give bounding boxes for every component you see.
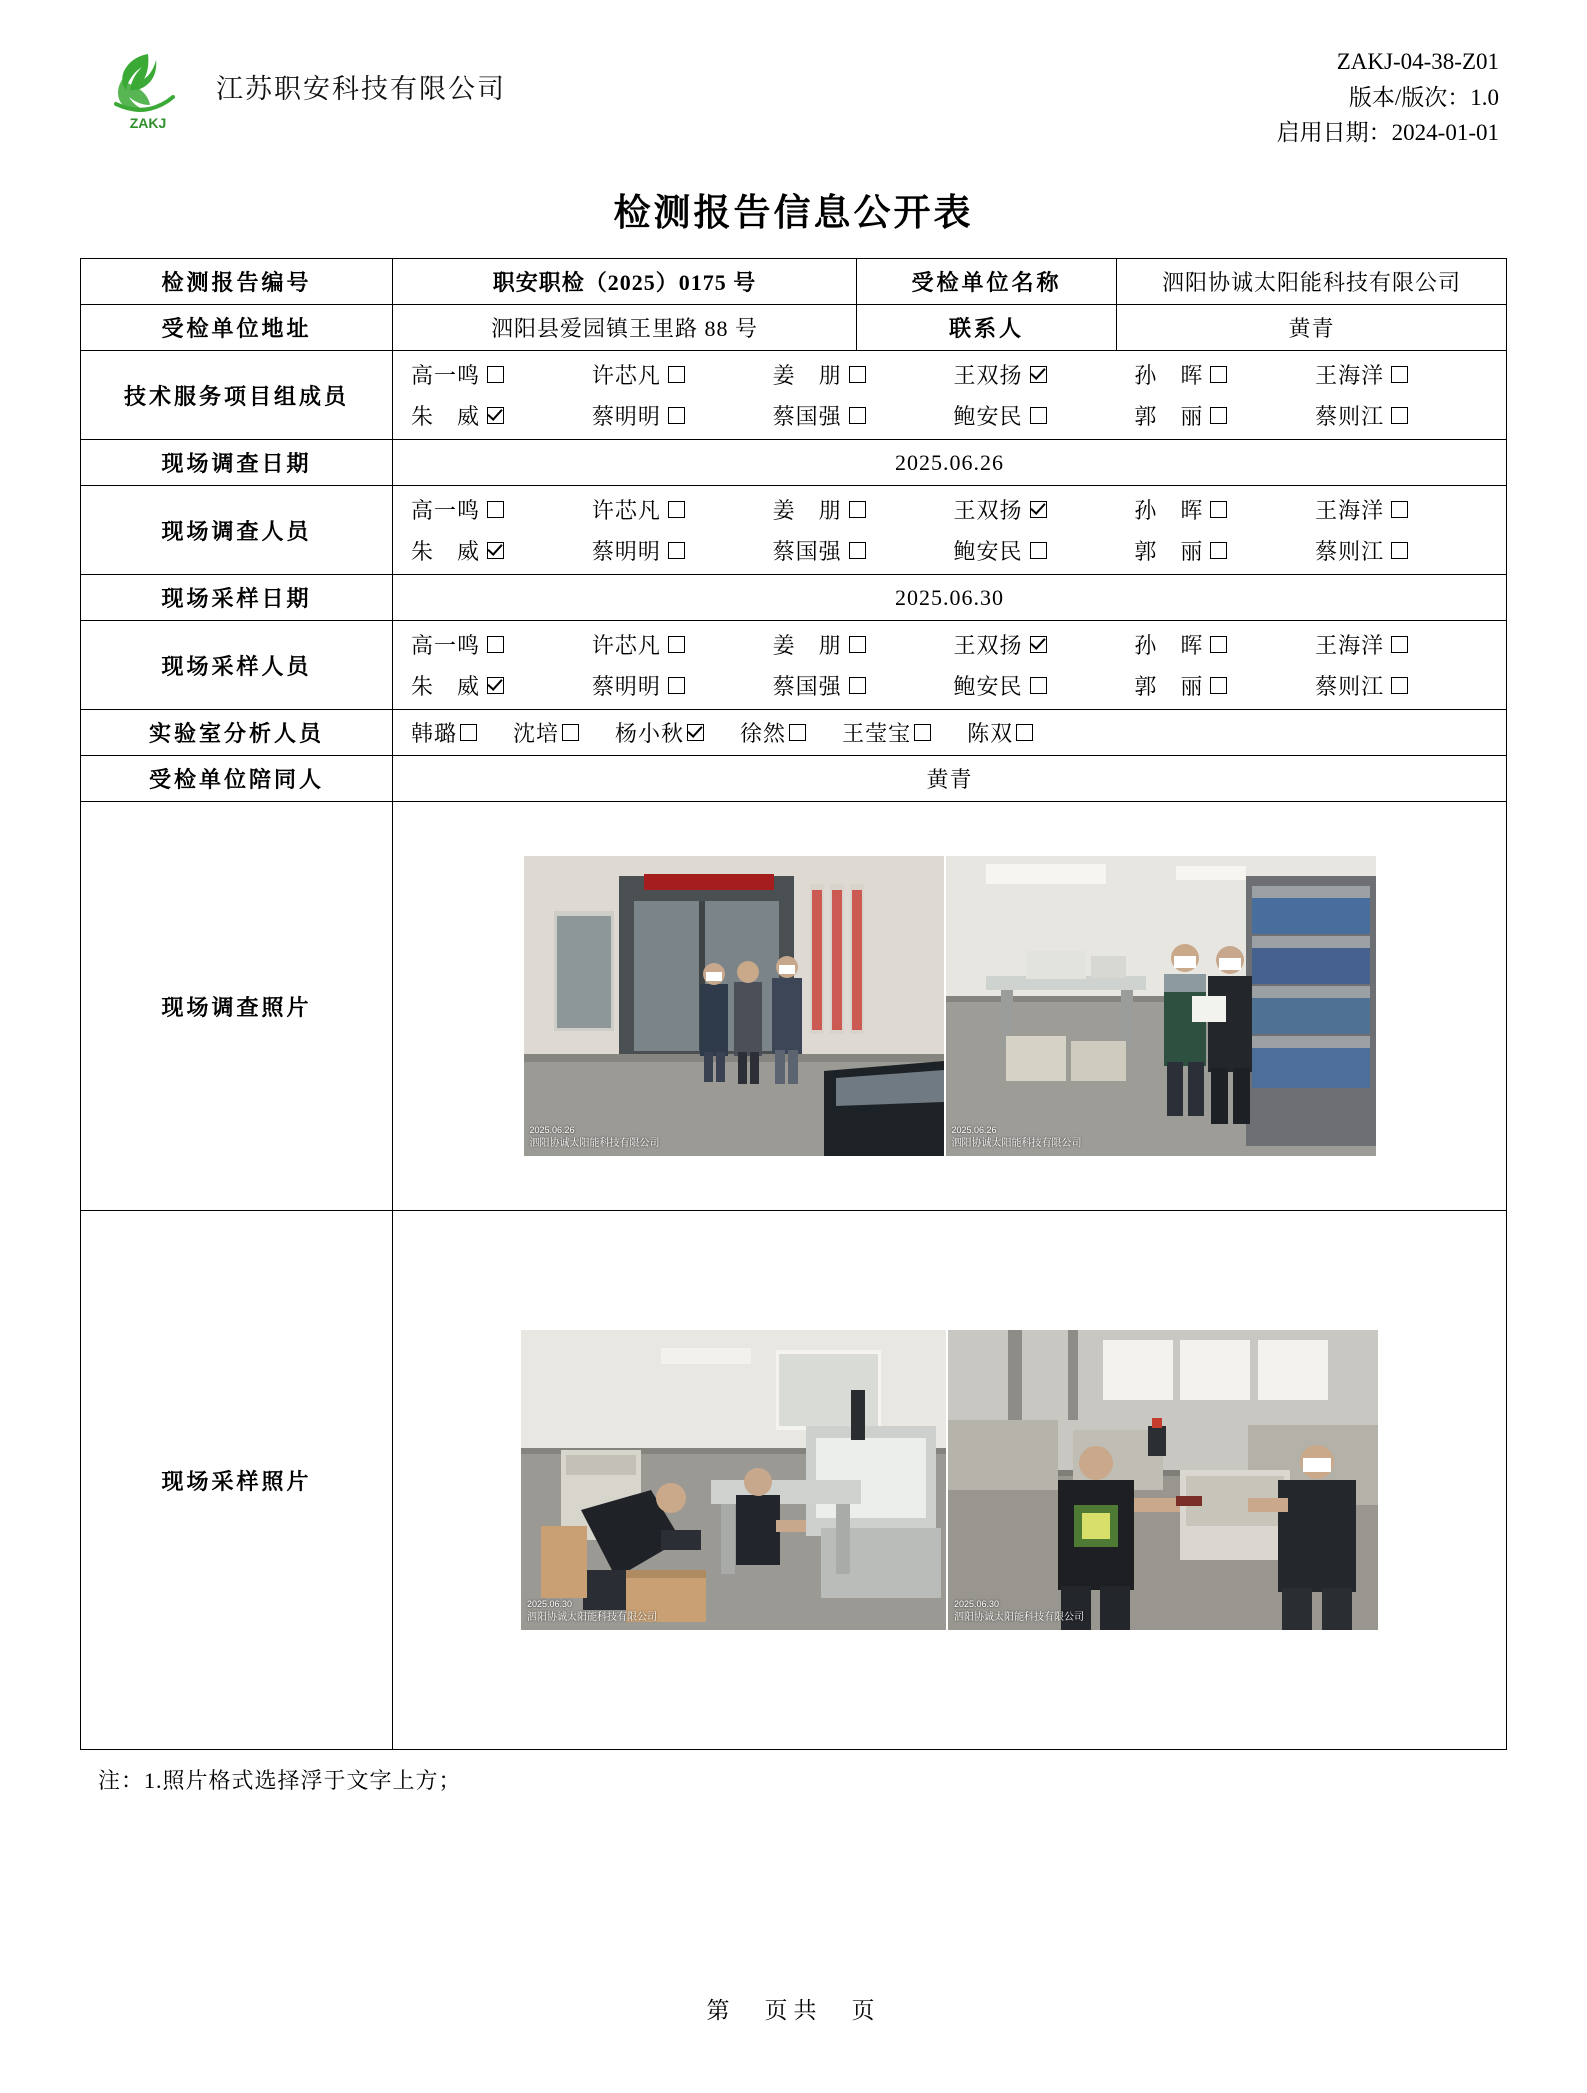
sample-person-item-7[interactable] [411, 670, 592, 701]
survey-person-checkbox[interactable] [487, 501, 504, 518]
sample-person-item-9[interactable] [773, 670, 954, 701]
survey-person-name: 蔡国强 [772, 539, 842, 564]
survey-person-item-5[interactable] [1134, 494, 1315, 525]
sample-photo-cell [393, 1211, 1507, 1750]
survey-photo-cell [393, 802, 1507, 1211]
team-member-item-3[interactable] [773, 359, 954, 390]
document-meta [1277, 40, 1507, 151]
team-member-checkbox[interactable] [1210, 407, 1227, 424]
survey-person-item-8[interactable] [592, 535, 773, 566]
sample-person-item-4[interactable] [953, 629, 1134, 660]
sample-photo-2 [948, 1330, 1378, 1630]
survey-person-name: 朱 威 [411, 539, 481, 564]
team-member-item-12[interactable] [1315, 400, 1496, 431]
brand-block [80, 40, 506, 132]
sample-person-checkbox[interactable] [668, 636, 685, 653]
survey-person-name: 蔡明明 [591, 539, 661, 564]
survey-people-label: 现场调查人员 [81, 486, 393, 575]
survey-person-checkbox[interactable] [1391, 501, 1408, 518]
page-footer: 第 页共 页 [706, 1998, 881, 2023]
report-no-label: 检测报告编号 [81, 259, 393, 305]
client-name-value: 泗阳协诚太阳能科技有限公司 [1117, 259, 1507, 305]
survey-person-checkbox[interactable] [668, 542, 685, 559]
survey-person-checkbox[interactable] [1210, 542, 1227, 559]
lab-person-name: 王莹宝 [842, 721, 912, 746]
team-member-checkbox[interactable] [1391, 366, 1408, 383]
team-member-name: 王双扬 [953, 363, 1023, 388]
sample-person-item-10[interactable] [953, 670, 1134, 701]
survey-date-value: 2025.06.26 [393, 440, 1507, 486]
table-row [81, 802, 1507, 1211]
sample-person-checkbox[interactable] [1391, 677, 1408, 694]
photo-stamp-text: 泗阳协诚太阳能科技有限公司 [954, 1611, 1084, 1623]
survey-photo-2 [946, 856, 1376, 1156]
survey-person-checkbox[interactable] [1391, 542, 1408, 559]
sample-photo-row [399, 1330, 1500, 1630]
team-members-grid [393, 351, 1506, 439]
sample-people-cell [393, 621, 1507, 710]
lab-label: 实验室分析人员 [81, 710, 393, 756]
sample-person-item-5[interactable] [1134, 629, 1315, 660]
team-member-item-5[interactable] [1134, 359, 1315, 390]
lab-person-item-3[interactable] [615, 717, 704, 748]
survey-person-item-1[interactable] [411, 494, 592, 525]
photo-stamp [952, 1124, 1082, 1150]
survey-person-checkbox[interactable] [1030, 501, 1047, 518]
sample-photo-1 [521, 1330, 946, 1630]
sample-people-grid [393, 621, 1506, 709]
team-member-checkbox[interactable] [668, 407, 685, 424]
table-row [81, 259, 1507, 305]
sample-person-checkbox[interactable] [668, 677, 685, 694]
team-member-item-11[interactable] [1134, 400, 1315, 431]
team-member-checkbox[interactable] [1210, 366, 1227, 383]
lab-person-checkbox[interactable] [562, 724, 579, 741]
sample-person-checkbox[interactable] [849, 636, 866, 653]
sample-person-name: 蔡明明 [591, 674, 661, 699]
contact-label: 联系人 [857, 305, 1117, 351]
sample-person-name: 郭 丽 [1134, 674, 1204, 699]
team-member-checkbox[interactable] [487, 366, 504, 383]
lab-person-item-1[interactable] [411, 717, 477, 748]
team-member-name: 蔡明明 [591, 404, 661, 429]
team-member-checkbox[interactable] [1030, 366, 1047, 383]
sample-people-label: 现场采样人员 [81, 621, 393, 710]
photo-stamp-date: 2025.06.30 [527, 1599, 573, 1610]
photo-stamp [527, 1598, 657, 1624]
survey-person-name: 王双扬 [953, 498, 1023, 523]
team-member-item-10[interactable] [953, 400, 1134, 431]
sample-person-checkbox[interactable] [1030, 677, 1047, 694]
sample-person-item-1[interactable] [411, 629, 592, 660]
survey-person-checkbox[interactable] [849, 501, 866, 518]
table-row [81, 621, 1507, 710]
photo-stamp-date: 2025.06.26 [529, 1125, 575, 1136]
table-row [81, 486, 1507, 575]
team-member-item-1[interactable] [411, 359, 592, 390]
lab-person-item-4[interactable] [740, 717, 806, 748]
team-member-checkbox[interactable] [1391, 407, 1408, 424]
table-row [81, 305, 1507, 351]
team-member-item-9[interactable] [773, 400, 954, 431]
survey-person-item-12[interactable] [1315, 535, 1496, 566]
survey-person-name: 郭 丽 [1134, 539, 1204, 564]
sample-person-checkbox[interactable] [487, 636, 504, 653]
survey-person-name: 王海洋 [1315, 498, 1385, 523]
page-title: 检测报告信息公开表 [613, 193, 974, 234]
sample-person-item-11[interactable] [1134, 670, 1315, 701]
survey-people-cell [393, 486, 1507, 575]
survey-photo-1 [524, 856, 944, 1156]
survey-person-item-2[interactable] [592, 494, 773, 525]
report-no-value: 职安职检（2025）0175 号 [393, 259, 857, 305]
photo-stamp-text: 泗阳协诚太阳能科技有限公司 [529, 1137, 660, 1149]
team-member-name: 许芯凡 [591, 363, 661, 388]
survey-person-item-9[interactable] [773, 535, 954, 566]
survey-people-grid [393, 486, 1506, 574]
footnote: 注：1.照片格式选择浮于文字上方； [98, 1768, 462, 1793]
table-row [81, 756, 1507, 802]
photo-stamp [954, 1598, 1084, 1624]
sample-person-checkbox[interactable] [1210, 636, 1227, 653]
survey-person-name: 鲍安民 [953, 539, 1023, 564]
sample-person-name: 姜 朋 [772, 633, 842, 658]
report-info-table [80, 258, 1507, 1750]
sample-person-name: 王双扬 [953, 633, 1023, 658]
team-member-item-6[interactable] [1315, 359, 1496, 390]
team-member-name: 蔡则江 [1315, 404, 1385, 429]
company-name: 江苏职安科技有限公司 [216, 73, 506, 104]
team-member-name: 王海洋 [1315, 363, 1385, 388]
sample-person-name: 蔡则江 [1315, 674, 1385, 699]
sample-date-value: 2025.06.30 [393, 575, 1507, 621]
sample-person-item-6[interactable] [1315, 629, 1496, 660]
lab-person-checkbox[interactable] [914, 724, 931, 741]
survey-person-name: 许芯凡 [591, 498, 661, 523]
lab-person-name: 沈培 [513, 721, 560, 746]
team-member-name: 蔡国强 [772, 404, 842, 429]
company-logo-icon [102, 40, 194, 132]
survey-person-item-7[interactable] [411, 535, 592, 566]
sample-photo-label: 现场采样照片 [81, 1211, 393, 1750]
sample-person-item-12[interactable] [1315, 670, 1496, 701]
lab-person-checkbox[interactable] [1016, 724, 1033, 741]
team-member-name: 姜 朋 [772, 363, 842, 388]
team-member-checkbox[interactable] [849, 366, 866, 383]
survey-person-checkbox[interactable] [487, 542, 504, 559]
sample-person-item-8[interactable] [592, 670, 773, 701]
team-member-name: 鲍安民 [953, 404, 1023, 429]
sample-date-label: 现场采样日期 [81, 575, 393, 621]
survey-date-label: 现场调查日期 [81, 440, 393, 486]
sample-person-name: 蔡国强 [772, 674, 842, 699]
sample-person-checkbox[interactable] [849, 677, 866, 694]
sample-person-checkbox[interactable] [487, 677, 504, 694]
team-member-item-7[interactable] [411, 400, 592, 431]
survey-photo-label: 现场调查照片 [81, 802, 393, 1211]
lab-people-cell [393, 710, 1507, 756]
escort-label: 受检单位陪同人 [81, 756, 393, 802]
sample-person-name: 许芯凡 [591, 633, 661, 658]
photo-stamp-date: 2025.06.26 [951, 1125, 997, 1136]
client-addr-label: 受检单位地址 [81, 305, 393, 351]
table-row [81, 575, 1507, 621]
team-member-checkbox[interactable] [668, 366, 685, 383]
team-member-name: 郭 丽 [1134, 404, 1204, 429]
lab-person-name: 杨小秋 [615, 721, 685, 746]
team-member-checkbox[interactable] [849, 407, 866, 424]
logo-text: ZAKJ [129, 115, 167, 131]
team-members-cell [393, 351, 1507, 440]
survey-person-item-4[interactable] [953, 494, 1134, 525]
photo-stamp-text: 泗阳协诚太阳能科技有限公司 [951, 1137, 1082, 1149]
table-row [81, 1211, 1507, 1750]
team-member-name: 高一鸣 [411, 363, 481, 388]
survey-person-item-3[interactable] [773, 494, 954, 525]
lab-person-checkbox[interactable] [789, 724, 806, 741]
survey-person-item-11[interactable] [1134, 535, 1315, 566]
sample-person-name: 高一鸣 [411, 633, 481, 658]
lab-person-name: 徐然 [740, 721, 787, 746]
team-member-name: 孙 晖 [1134, 363, 1204, 388]
client-name-label: 受检单位名称 [857, 259, 1117, 305]
survey-person-name: 蔡则江 [1315, 539, 1385, 564]
survey-person-item-10[interactable] [953, 535, 1134, 566]
lab-person-item-2[interactable] [513, 717, 579, 748]
lab-person-name: 陈双 [967, 721, 1014, 746]
sample-person-name: 朱 威 [411, 674, 481, 699]
doc-code: ZAKJ-04-38-Z01 [1336, 49, 1499, 74]
doc-effective-date: 启用日期：2024-01-01 [1276, 120, 1499, 146]
sample-person-name: 鲍安民 [953, 674, 1023, 699]
doc-version: 版本/版次：1.0 [1348, 84, 1499, 110]
sample-person-checkbox[interactable] [1391, 636, 1408, 653]
document-header [80, 40, 1507, 160]
escort-value: 黄青 [393, 756, 1507, 802]
survey-person-name: 高一鸣 [411, 498, 481, 523]
survey-person-checkbox[interactable] [1030, 542, 1047, 559]
survey-person-name: 姜 朋 [772, 498, 842, 523]
table-row [81, 440, 1507, 486]
sample-person-name: 孙 晖 [1134, 633, 1204, 658]
team-member-item-8[interactable] [592, 400, 773, 431]
sample-person-name: 王海洋 [1315, 633, 1385, 658]
sample-person-checkbox[interactable] [1210, 677, 1227, 694]
survey-person-checkbox[interactable] [1210, 501, 1227, 518]
sample-person-item-3[interactable] [773, 629, 954, 660]
survey-person-checkbox[interactable] [849, 542, 866, 559]
photo-stamp-date: 2025.06.30 [954, 1599, 1000, 1610]
client-addr-value: 泗阳县爱园镇王里路 88 号 [393, 305, 857, 351]
survey-photo-row [399, 856, 1500, 1156]
team-member-checkbox[interactable] [1030, 407, 1047, 424]
lab-person-name: 韩璐 [411, 721, 458, 746]
lab-person-item-6[interactable] [967, 717, 1033, 748]
lab-person-checkbox[interactable] [460, 724, 477, 741]
contact-value: 黄青 [1117, 305, 1507, 351]
team-member-item-2[interactable] [592, 359, 773, 390]
table-row [81, 710, 1507, 756]
team-label: 技术服务项目组成员 [81, 351, 393, 440]
photo-stamp [530, 1124, 660, 1150]
survey-person-checkbox[interactable] [668, 501, 685, 518]
table-row [81, 351, 1507, 440]
lab-person-item-5[interactable] [842, 717, 931, 748]
team-member-item-4[interactable] [953, 359, 1134, 390]
photo-stamp-text: 泗阳协诚太阳能科技有限公司 [527, 1611, 657, 1623]
team-member-name: 朱 威 [411, 404, 481, 429]
survey-person-name: 孙 晖 [1134, 498, 1204, 523]
team-member-checkbox[interactable] [487, 407, 504, 424]
sample-person-checkbox[interactable] [1030, 636, 1047, 653]
sample-person-item-2[interactable] [592, 629, 773, 660]
lab-people-grid [393, 711, 1506, 754]
lab-person-checkbox[interactable] [687, 724, 704, 741]
survey-person-item-6[interactable] [1315, 494, 1496, 525]
